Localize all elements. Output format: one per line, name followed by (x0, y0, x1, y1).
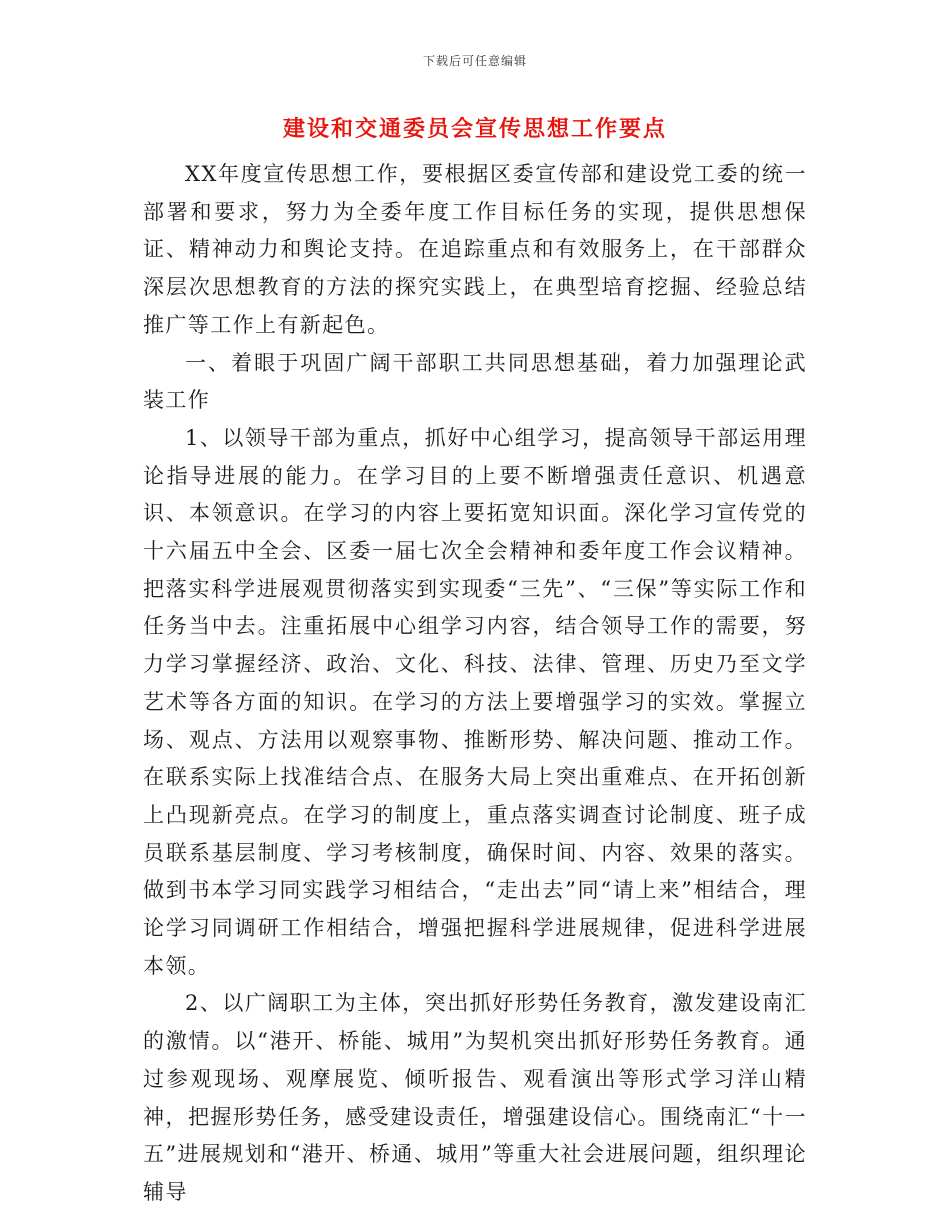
document-title: 建设和交通委员会宣传思想工作要点 (282, 116, 667, 142)
item-2-paragraph: 2、以广阔职工为主体，突出抓好形势任务教育，激发建设南汇的激情。以“港开、桥能、城用”为契机突出抓好形势任务教育。通过参观现场、观摩展览、倾听报告、观看演出等形式学习洋山精神，把握形势任务，感受建设责任，增强建设信心。围绕南汇“十一五”进展规划和“港开、桥通、城用”等重大社会进展问题，组织理论辅导 (143, 991, 807, 1204)
document-body (143, 156, 807, 1212)
header-note: 下载后可任意编辑 (422, 54, 527, 68)
intro-paragraph: XX年度宣传思想工作，要根据区委宣传部和建设党工委的统一部署和要求，努力为全委年度工作目标任务的实现，提供思想保证、精神动力和舆论支持。在追踪重点和有效服务上，在干部群众深层次思想教育的方法的探究实践上，在典型培育挖掘、经验总结推广等工作上有新起色。 (143, 162, 807, 337)
item-1-paragraph: 1、以领导干部为重点，抓好中心组学习，提高领导干部运用理论指导进展的能力。在学习目的上要不断增强责任意识、机遇意识、本领意识。在学习的内容上要拓宽知识面。深化学习宣传党的十六届五中全会、区委一届七次全会精神和委年度工作会议精神。把落实科学进展观贯彻落实到实现委“三先”、“三保”等实际工作和任务当中去。注重拓展中心组学习内容，结合领导工作的需要，努力学习掌握经济、政治、文化、科技、法律、管理、历史乃至文学艺术等各方面的知识。在学习的方法上要增强学习的实效。掌握立场、观点、方法用以观察事物、推断形势、解决问题、推动工作。在联系实际上找准结合点、在服务大局上突出重难点、在开拓创新上凸现新亮点。在学习的制度上，重点落实调查讨论制度、班子成员联系基层制度、学习考核制度，确保时间、内容、效果的落实。做到书本学习同实践学习相结合，“走出去”同“请上来”相结合，理论学习同调研工作相结合，增强把握科学进展规律，促进科学进展本领。 (143, 425, 807, 978)
section-heading-1: 一、着眼于巩固广阔干部职工共同思想基础，着力加强理论武装工作 (143, 350, 807, 413)
